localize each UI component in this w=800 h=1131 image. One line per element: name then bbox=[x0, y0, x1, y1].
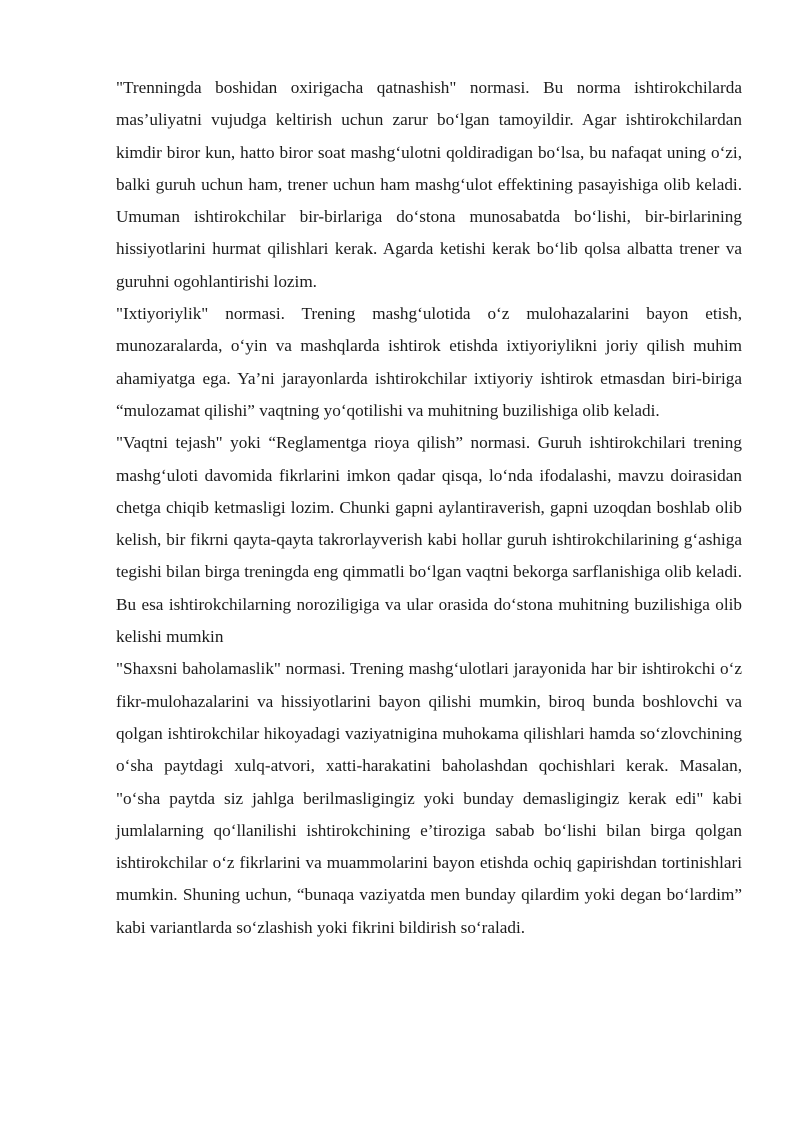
paragraph-no-judgement-norm: "Shaxsni baholamaslik" normasi. Trening mashg‘ulotlari jarayonida har bir ishtirokchi o‘z fikr-mulohazalarini va hissiyotlarini bayon qilishi mumkin, biroq bunda boshlovchi va qolgan ishtirokchilar hikoyadagi vaziyatnigina muhokama qilishlari hamda so‘zlovchining o‘sha paytdagi xulq-atvori, xatti-harakatini baholashdan qochishlari kerak. Masalan, "o‘sha paytda siz jahlga berilmasligingiz yoki bunday demasligingiz kerak edi" kabi jumlalarning qo‘llanilishi ishtirokchining e’tiroziga sabab bo‘lishi bilan birga qolgan ishtirokchilar o‘z fikrlarini va muammolarini bayon etishda ochiq gapirishdan tortinishlari mumkin. Shuning uchun, “bunaqa vaziyatda men bunday qilardim yoki degan bo‘lardim” kabi variantlarda so‘zlashish yoki fikrini bildirish so‘raladi. bbox=[116, 659, 742, 937]
document-body bbox=[116, 72, 742, 944]
paragraph-participation-norm: "Trenningda boshidan oxirigacha qatnashish" normasi. Bu norma ishtirokchilarda mas’uliyatni vujudga keltirish uchun zarur bo‘lgan tamoyildir. Agar ishtirokchilardan kimdir biror kun, hatto biror soat mashg‘ulotni qoldiradigan bo‘lsa, bu nafaqat uning o‘zi, balki guruh uchun ham, trener uchun ham mashg‘ulot effektining pasayishiga olib keladi. Umuman ishtirokchilar bir-birlariga do‘stona munosabatda bo‘lishi, bir-birlarining hissiyotlarini hurmat qilishlari kerak. Agarda ketishi kerak bo‘lib qolsa albatta trener va guruhni ogohlantirishi lozim. bbox=[116, 78, 742, 291]
paragraph-time-saving-norm: "Vaqtni tejash" yoki “Reglamentga rioya qilish” normasi. Guruh ishtirokchilari trening mashg‘uloti davomida fikrlarini imkon qadar qisqa, lo‘nda ifodalashi, mavzu doirasidan chetga chiqib ketmasligi lozim. Chunki gapni aylantiraverish, gapni uzoqdan boshlab olib kelish, bir fikrni qayta-qayta takrorlayverish kabi hollar guruh ishtirokchilarining g‘ashiga tegishi bilan birga treningda eng qimmatli bo‘lgan vaqtni bekorga sarflanishiga olib keladi. Bu esa ishtirokchilarning noroziligiga va ular orasida do‘stona muhitning buzilishiga olib kelishi mumkin bbox=[116, 433, 742, 647]
paragraph-voluntariness-norm: "Ixtiyoriylik" normasi. Trening mashg‘ulotida o‘z mulohazalarini bayon etish, munozaralarda, o‘yin va mashqlarda ishtirok etishda ixtiyoriylikni joriy qilish muhim ahamiyatga ega. Ya’ni jarayonlarda ishtirokchilar ixtiyoriy ishtirok etmasdan biri-biriga “mulozamat qilishi” vaqtning yo‘qotilishi va muhitning buzilishiga olib keladi. bbox=[116, 304, 742, 420]
